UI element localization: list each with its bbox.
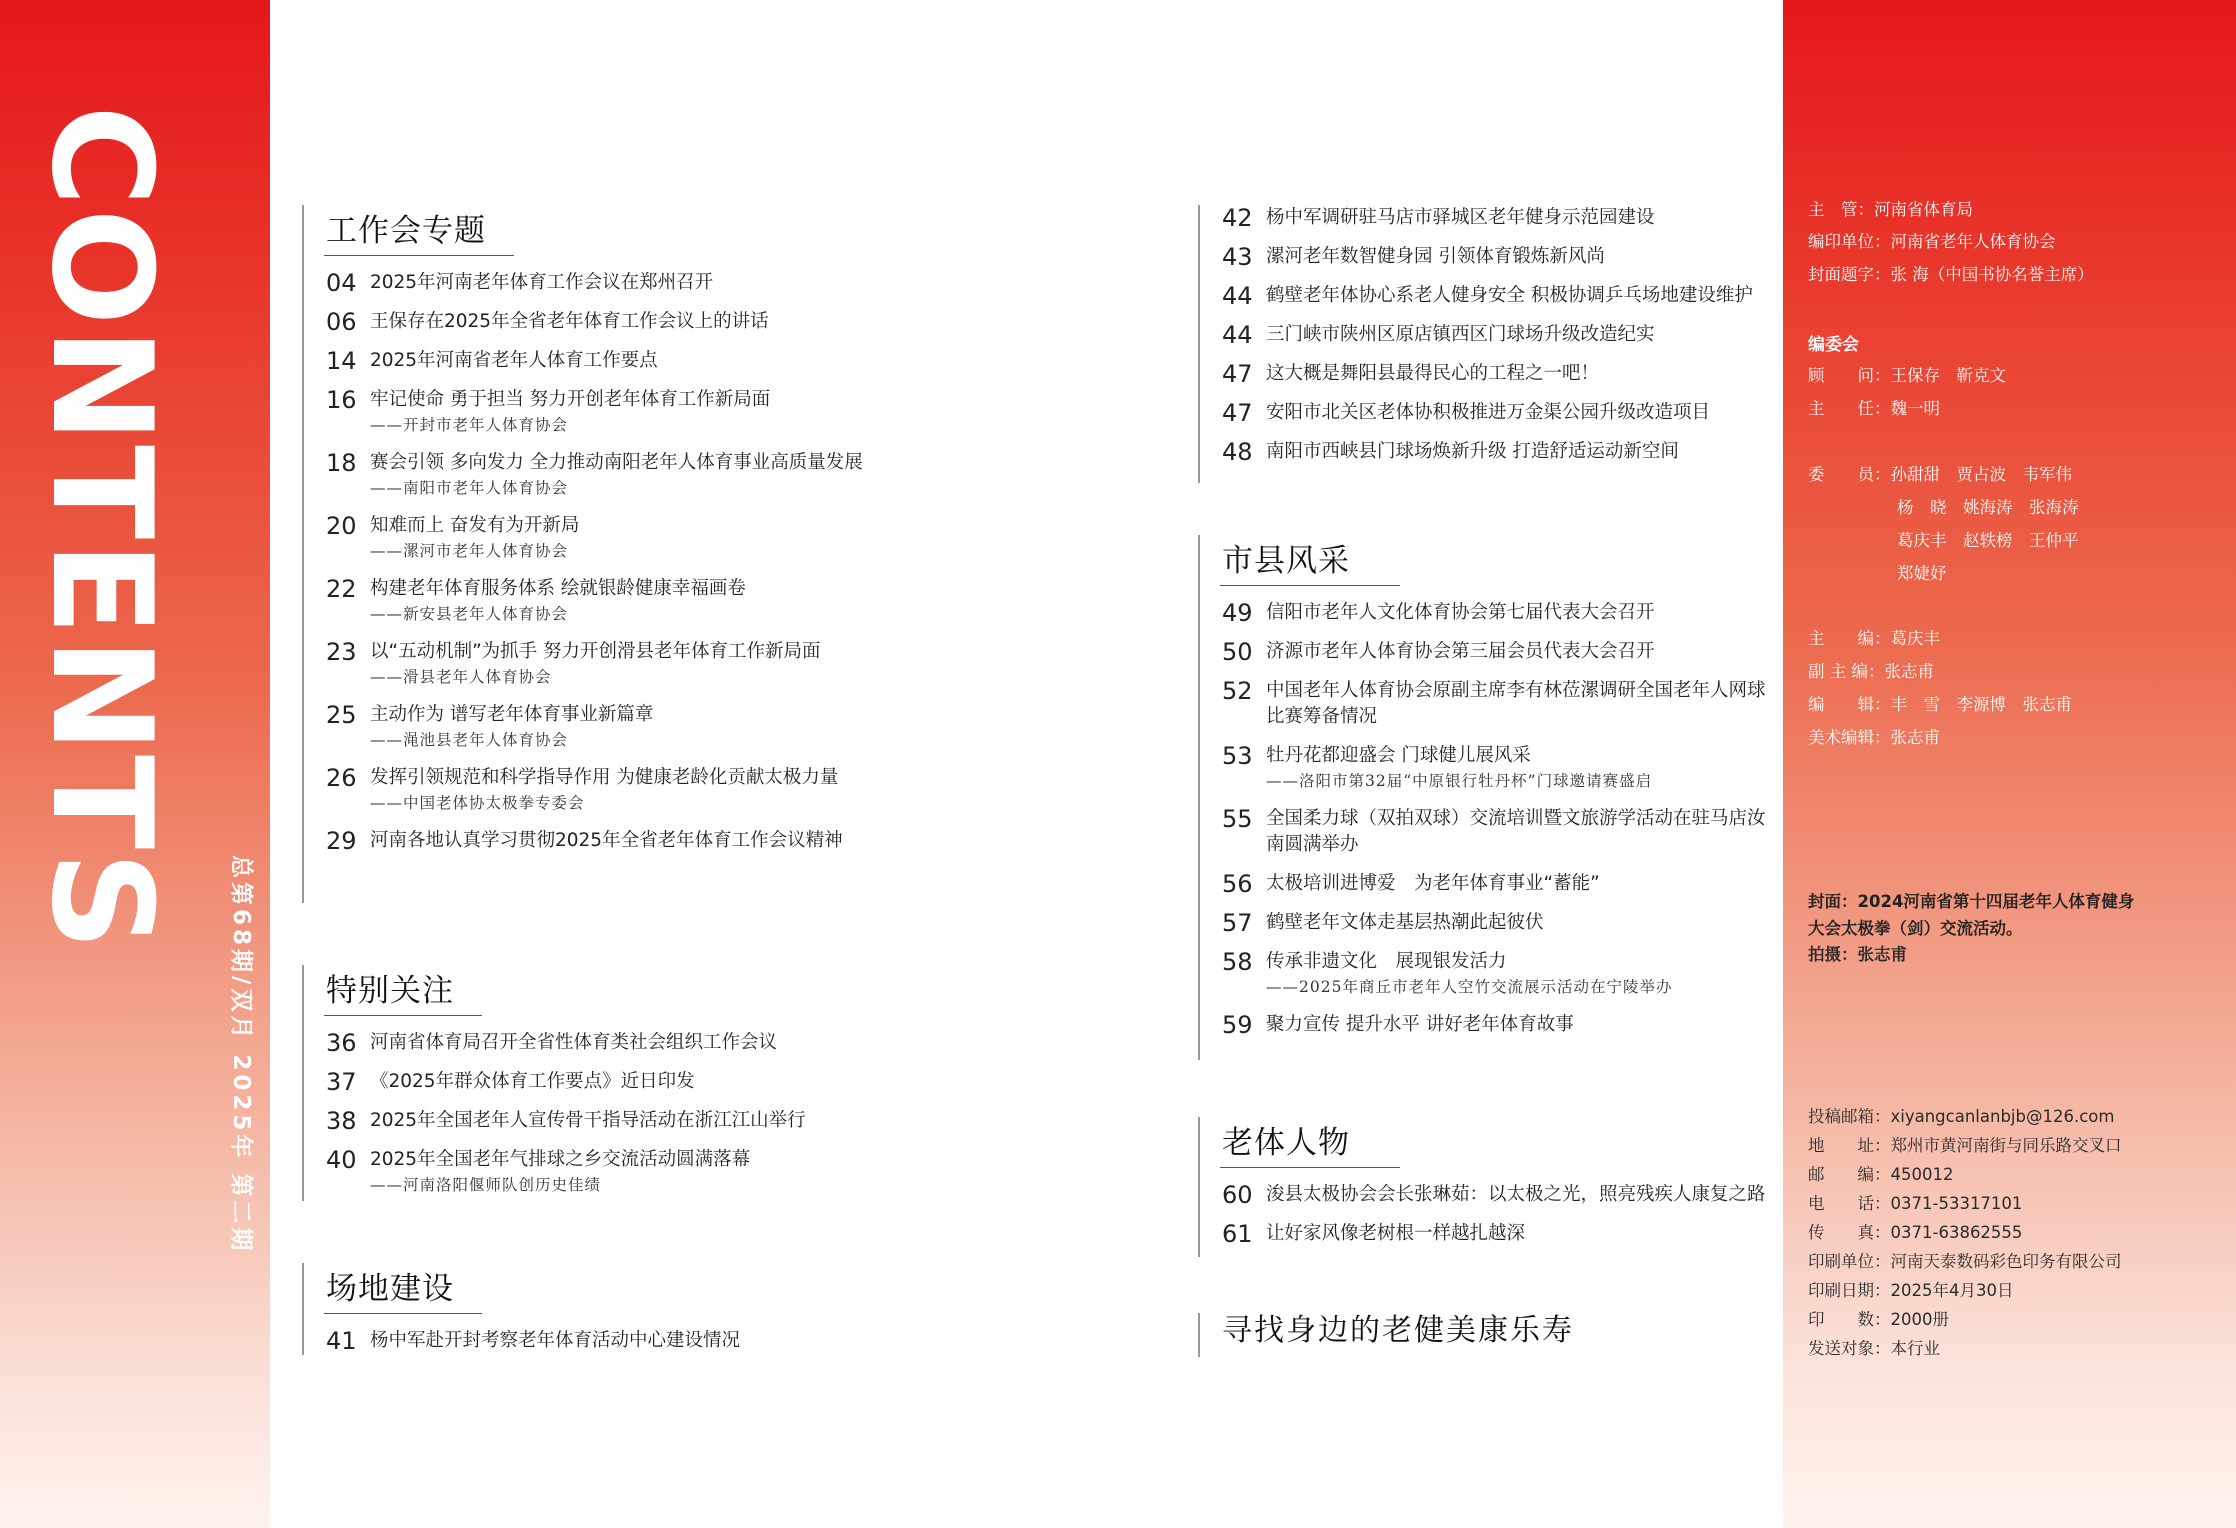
toc-subtitle: ——渑池县老年人体育协会 xyxy=(370,731,569,749)
masthead-committee-heading: 编委会 xyxy=(1808,335,1859,355)
toc-title: 安阳市北关区老体协积极推进万金渠公园升级改造项目 xyxy=(1266,402,1711,423)
toc-page-number: 04 xyxy=(326,269,357,297)
section-title: 场地建设 xyxy=(326,1263,454,1314)
toc-item[interactable] xyxy=(326,828,1164,854)
toc-title: 王保存在2025年全省老年体育工作会议上的讲话 xyxy=(370,311,769,332)
toc-item[interactable] xyxy=(1222,678,1780,730)
masthead-publisher: 编印单位：河南省老年人体育协会 xyxy=(1808,232,2056,251)
masthead-editors: 编 辑：丰 雪 李源博 张志甫 xyxy=(1808,695,2072,714)
toc-entry xyxy=(1266,244,1605,270)
masthead-chief-editor: 主 编：葛庆丰 xyxy=(1808,629,1940,648)
toc-subtitle: ——漯河市老年人体育协会 xyxy=(370,542,569,560)
toc-entry xyxy=(1266,1012,1574,1038)
masthead-email: 投稿邮箱：xiyangcanlanbjb@126.com xyxy=(1808,1107,2115,1126)
toc-page-number: 61 xyxy=(1222,1220,1253,1248)
masthead-print-count: 印 数：2000册 xyxy=(1808,1310,1949,1329)
toc-subtitle: ——新安县老年人体育协会 xyxy=(370,605,569,623)
masthead-members: 郑婕妤 xyxy=(1897,564,1947,583)
toc-title: 河南省体育局召开全省性体育类社会组织工作会议 xyxy=(370,1032,778,1053)
left-red-band xyxy=(0,0,270,1528)
toc-title: 河南各地认真学习贯彻2025年全省老年体育工作会议精神 xyxy=(370,830,843,851)
section-special-focus xyxy=(302,965,1164,1201)
toc-entry xyxy=(370,450,863,500)
toc-title: 2025年河南省老年人体育工作要点 xyxy=(370,350,658,371)
toc-entry xyxy=(1266,639,1655,665)
toc-list xyxy=(1222,600,1780,1038)
toc-entry xyxy=(1266,439,1679,465)
toc-title: 传承非遗文化 展现银发活力 xyxy=(1266,951,1507,972)
toc-title: 2025年全国老年人宣传骨干指导活动在浙江江山举行 xyxy=(370,1110,806,1131)
toc-item[interactable] xyxy=(326,765,1164,815)
toc-page-number: 55 xyxy=(1222,805,1253,833)
toc-list xyxy=(326,270,1164,854)
toc-item[interactable] xyxy=(1222,910,1780,936)
masthead-director: 主 任：魏一明 xyxy=(1808,399,1940,418)
toc-page-number: 38 xyxy=(326,1107,357,1135)
toc-title: 以“五动机制”为抓手 努力开创滑县老年体育工作新局面 xyxy=(370,641,821,662)
toc-page-number: 57 xyxy=(1222,909,1253,937)
toc-title: 2025年全国老年气排球之乡交流活动圆满落幕 xyxy=(370,1149,751,1170)
toc-title: 浚县太极协会会长张琳茹：以太极之光，照亮残疾人康复之路 xyxy=(1266,1184,1766,1205)
toc-item[interactable] xyxy=(326,1147,1164,1197)
toc-page-number: 14 xyxy=(326,347,357,375)
toc-title: 三门峡市陕州区原店镇西区门球场升级改造纪实 xyxy=(1266,324,1655,345)
toc-item[interactable] xyxy=(326,450,1164,500)
masthead-phone: 电 话：0371-53317101 xyxy=(1808,1194,2023,1213)
toc-entry xyxy=(370,576,746,626)
toc-entry xyxy=(1266,910,1544,936)
toc-title: 济源市老年人体育协会第三届会员代表大会召开 xyxy=(1266,641,1655,662)
slogan: 寻找身边的老健美康乐寿 xyxy=(1222,1313,1574,1348)
section-venue-continued xyxy=(1198,205,1780,483)
toc-page-number: 20 xyxy=(326,512,357,540)
masthead-supervisor: 主 管：河南省体育局 xyxy=(1808,200,1973,219)
toc-page-number: 52 xyxy=(1222,677,1253,705)
toc-title: 2025年河南老年体育工作会议在郑州召开 xyxy=(370,272,714,293)
toc-page-number: 44 xyxy=(1222,282,1253,310)
toc-subtitle: ——河南洛阳偃师队创历史佳绩 xyxy=(370,1176,602,1194)
toc-page-number: 59 xyxy=(1222,1011,1253,1039)
toc-page-number: 36 xyxy=(326,1029,357,1057)
contents-title: CONTENTS xyxy=(21,105,182,953)
masthead-members: 杨 晓 姚海涛 张海涛 xyxy=(1897,498,2079,517)
toc-item[interactable] xyxy=(326,1328,1164,1354)
toc-entry xyxy=(370,702,653,752)
toc-title: 中国老年人体育协会原副主席李有林莅漯调研全国老年人网球比赛筹备情况 xyxy=(1266,680,1766,727)
toc-entry xyxy=(1266,205,1655,231)
toc-item[interactable] xyxy=(326,513,1164,563)
section-title: 市县风采 xyxy=(1222,535,1350,586)
masthead-art-editor: 美术编辑：张志甫 xyxy=(1808,728,1940,747)
toc-page-number: 25 xyxy=(326,701,357,729)
toc-entry xyxy=(370,1328,740,1354)
toc-title: 知难而上 奋发有为开新局 xyxy=(370,515,580,536)
toc-entry xyxy=(370,387,770,437)
masthead-deputy-editor: 副 主 编：张志甫 xyxy=(1808,662,1934,681)
toc-item[interactable] xyxy=(1222,949,1780,999)
toc-item[interactable] xyxy=(1222,205,1780,231)
cover-photographer: 拍摄：张志甫 xyxy=(1808,945,1907,964)
toc-title: 聚力宣传 提升水平 讲好老年体育故事 xyxy=(1266,1014,1574,1035)
toc-item[interactable] xyxy=(326,1069,1164,1095)
toc-entry xyxy=(1266,322,1655,348)
section-people xyxy=(1198,1117,1780,1257)
toc-entry xyxy=(370,1069,695,1095)
toc-entry xyxy=(1266,400,1710,426)
section-city-county xyxy=(1198,535,1780,1060)
toc-item[interactable] xyxy=(326,1108,1164,1134)
toc-title: 发挥引领规范和科学指导作用 为健康老龄化贡献太极力量 xyxy=(370,767,839,788)
toc-entry xyxy=(1266,949,1672,999)
toc-entry xyxy=(370,348,658,374)
toc-subtitle: ——南阳市老年人体育协会 xyxy=(370,479,569,497)
masthead-members: 葛庆丰 赵轶榜 王仲平 xyxy=(1897,531,2079,550)
issue-info: 总第68期/双月 2025年 第二期 xyxy=(228,855,254,1255)
toc-title: 鹤壁老年文体走基层热潮此起彼伏 xyxy=(1266,912,1544,933)
toc-entry xyxy=(1266,871,1600,897)
toc-title: 构建老年体育服务体系 绘就银龄健康幸福画卷 xyxy=(370,578,746,599)
section-slogan xyxy=(1198,1313,1780,1357)
toc-subtitle: ——洛阳市第32届“中原银行牡丹杯”门球邀请赛盛启 xyxy=(1266,772,1653,790)
toc-entry xyxy=(370,309,769,335)
toc-entry xyxy=(370,639,821,689)
section-work-conference xyxy=(302,205,1164,903)
toc-title: 杨中军调研驻马店市驿城区老年健身示范园建设 xyxy=(1266,207,1655,228)
toc-title: 全国柔力球（双拍双球）交流培训暨文旅游学活动在驻马店汝南圆满举办 xyxy=(1266,808,1766,855)
toc-item[interactable] xyxy=(1222,871,1780,897)
masthead-fax: 传 真：0371-63862555 xyxy=(1808,1223,2023,1242)
section-title: 老体人物 xyxy=(1222,1117,1350,1168)
toc-page-number: 47 xyxy=(1222,360,1253,388)
toc-page-number: 60 xyxy=(1222,1181,1253,1209)
toc-item[interactable] xyxy=(1222,322,1780,348)
toc-item[interactable] xyxy=(326,387,1164,437)
toc-page-number: 48 xyxy=(1222,438,1253,466)
toc-page-number: 26 xyxy=(326,764,357,792)
masthead-advisor: 顾 问：王保存 靳克文 xyxy=(1808,366,2006,385)
toc-title: 牢记使命 勇于担当 努力开创老年体育工作新局面 xyxy=(370,389,771,410)
toc-subtitle: ——滑县老年人体育协会 xyxy=(370,668,552,686)
toc-entry xyxy=(1266,806,1780,858)
toc-list xyxy=(326,1328,1164,1354)
toc-page-number: 58 xyxy=(1222,948,1253,976)
toc-title: 这大概是舞阳县最得民心的工程之一吧！ xyxy=(1266,363,1600,384)
cover-note: 封面：2024河南省第十四届老年人体育健身大会太极拳（剑）交流活动。 xyxy=(1808,892,2135,938)
toc-title: 信阳市老年人文化体育协会第七届代表大会召开 xyxy=(1266,602,1655,623)
toc-page-number: 43 xyxy=(1222,243,1253,271)
toc-title: 鹤壁老年体协心系老人健身安全 积极协调乒乓场地建设维护 xyxy=(1266,285,1753,306)
toc-title: 漯河老年数智健身园 引领体育锻炼新风尚 xyxy=(1266,246,1605,267)
toc-page-number: 06 xyxy=(326,308,357,336)
toc-entry xyxy=(370,828,843,854)
masthead-distribution: 发送对象：本行业 xyxy=(1808,1339,1940,1358)
toc-title: 杨中军赴开封考察老年体育活动中心建设情况 xyxy=(370,1330,741,1351)
toc-page-number: 44 xyxy=(1222,321,1253,349)
toc-item[interactable] xyxy=(326,576,1164,626)
toc-page-number: 18 xyxy=(326,449,357,477)
masthead-postcode: 邮 编：450012 xyxy=(1808,1165,1954,1184)
toc-page-number: 22 xyxy=(326,575,357,603)
toc-item[interactable] xyxy=(1222,400,1780,426)
toc-title: 主动作为 谱写老年体育事业新篇章 xyxy=(370,704,654,725)
toc-title: 《2025年群众体育工作要点》近日印发 xyxy=(370,1071,695,1092)
toc-item[interactable] xyxy=(1222,439,1780,465)
toc-item[interactable] xyxy=(1222,806,1780,858)
toc-page-number: 37 xyxy=(326,1068,357,1096)
toc-list xyxy=(1222,1182,1780,1247)
section-venue-construction xyxy=(302,1263,1164,1355)
toc-entry xyxy=(370,1147,750,1197)
toc-list xyxy=(326,1030,1164,1197)
toc-entry xyxy=(1266,678,1780,730)
toc-item[interactable] xyxy=(326,702,1164,752)
toc-page-number: 56 xyxy=(1222,870,1253,898)
toc-entry xyxy=(370,1030,777,1056)
toc-page-number: 41 xyxy=(326,1327,357,1355)
section-title: 工作会专题 xyxy=(326,205,486,256)
toc-entry xyxy=(370,513,579,563)
toc-title: 赛会引领 多向发力 全力推动南阳老年人体育事业高质量发展 xyxy=(370,452,863,473)
toc-item[interactable] xyxy=(1222,600,1780,626)
toc-entry xyxy=(370,270,713,296)
toc-title: 牡丹花都迎盛会 门球健儿展风采 xyxy=(1266,745,1531,766)
masthead-print-date: 印刷日期：2025年4月30日 xyxy=(1808,1281,2014,1300)
toc-item[interactable] xyxy=(1222,1012,1780,1038)
toc-item[interactable] xyxy=(326,270,1164,296)
toc-page-number: 16 xyxy=(326,386,357,414)
toc-item[interactable] xyxy=(1222,361,1780,387)
masthead-printer: 印刷单位：河南天泰数码彩色印务有限公司 xyxy=(1808,1252,2122,1271)
toc-entry xyxy=(370,765,838,815)
toc-page-number: 29 xyxy=(326,827,357,855)
toc-page-number: 40 xyxy=(326,1146,357,1174)
toc-item[interactable] xyxy=(326,1030,1164,1056)
toc-item[interactable] xyxy=(1222,1182,1780,1208)
toc-page-number: 23 xyxy=(326,638,357,666)
section-title: 特别关注 xyxy=(326,965,454,1016)
toc-item[interactable] xyxy=(1222,244,1780,270)
toc-entry xyxy=(1266,1182,1766,1208)
toc-list xyxy=(1222,205,1780,465)
masthead-cover-calligraphy: 封面题字：张 海（中国书协名誉主席） xyxy=(1808,265,2094,284)
toc-entry xyxy=(1266,600,1655,626)
toc-item[interactable] xyxy=(1222,743,1780,793)
toc-page-number: 49 xyxy=(1222,599,1253,627)
toc-title: 让好家风像老树根一样越扎越深 xyxy=(1266,1223,1526,1244)
toc-entry xyxy=(1266,361,1599,387)
toc-item[interactable] xyxy=(1222,1221,1780,1247)
masthead-members: 委 员：孙甜甜 贾占波 韦军伟 xyxy=(1808,465,2072,484)
toc-title: 太极培训进博爱 为老年体育事业“蓄能” xyxy=(1266,873,1600,894)
toc-page-number: 53 xyxy=(1222,742,1253,770)
toc-entry xyxy=(1266,283,1753,309)
masthead-address: 地 址：郑州市黄河南街与同乐路交叉口 xyxy=(1808,1136,2122,1155)
toc-entry xyxy=(1266,1221,1525,1247)
toc-page-number: 47 xyxy=(1222,399,1253,427)
toc-title: 南阳市西峡县门球场焕新升级 打造舒适运动新空间 xyxy=(1266,441,1679,462)
toc-page-number: 42 xyxy=(1222,204,1253,232)
toc-page-number: 50 xyxy=(1222,638,1253,666)
toc-item[interactable] xyxy=(326,309,1164,335)
toc-item[interactable] xyxy=(326,639,1164,689)
toc-subtitle: ——中国老体协太极拳专委会 xyxy=(370,794,585,812)
toc-entry xyxy=(370,1108,806,1134)
toc-subtitle: ——开封市老年人体育协会 xyxy=(370,416,569,434)
toc-item[interactable] xyxy=(326,348,1164,374)
toc-subtitle: ——2025年商丘市老年人空竹交流展示活动在宁陵举办 xyxy=(1266,978,1673,996)
toc-entry xyxy=(1266,743,1652,793)
toc-item[interactable] xyxy=(1222,283,1780,309)
toc-item[interactable] xyxy=(1222,639,1780,665)
